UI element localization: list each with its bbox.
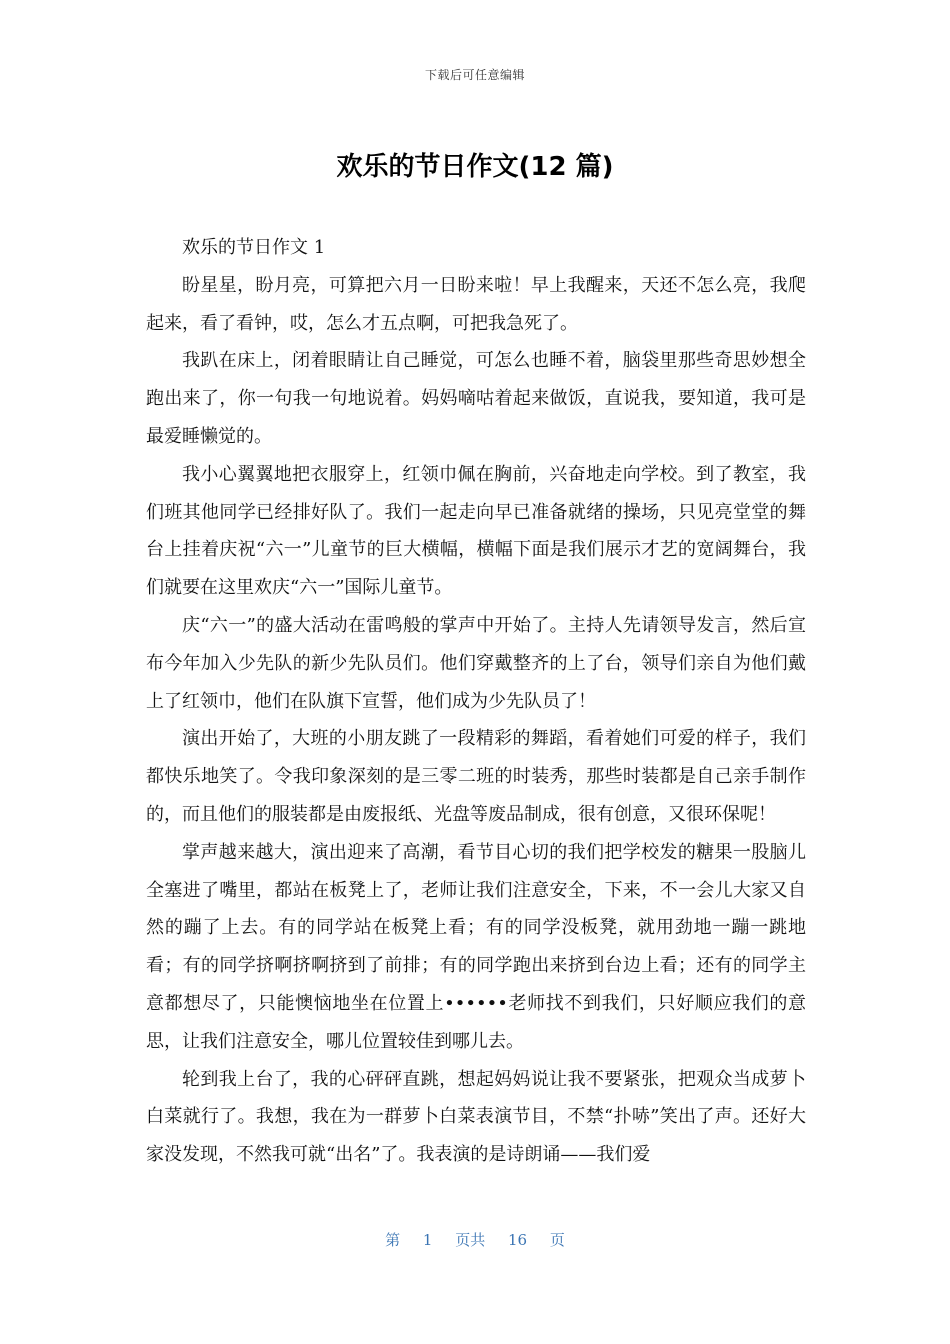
paragraph: 我小心翼翼地把衣服穿上，红领巾佩在胸前，兴奋地走向学校。到了教室，我们班其他同学已经排好队了。我们一起走向早已准备就绪的操场，只见亮堂堂的舞台上挂着庆祝“六一”儿童节的巨大横幅，横幅下面是我们展示才艺的宽阔舞台，我们就要在这里欢庆“六一”国际儿童节。 <box>146 463 806 599</box>
document-body <box>146 229 806 1174</box>
section-heading: 欢乐的节日作文 1 <box>182 237 326 258</box>
total-page-count: 16 <box>508 1231 528 1249</box>
footer-middle: 页共 <box>455 1231 486 1249</box>
current-page-number: 1 <box>422 1231 433 1249</box>
footer-suffix: 页 <box>549 1231 565 1249</box>
paragraph: 盼星星，盼月亮，可算把六月一日盼来啦！早上我醒来，天还不怎么亮，我爬起来，看了看钟，哎，怎么才五点啊，可把我急死了。 <box>146 274 806 334</box>
paragraph: 轮到我上台了，我的心砰砰直跳，想起妈妈说让我不要紧张，把观众当成萝卜白菜就行了。我想，我在为一群萝卜白菜表演节目，不禁“扑哧”笑出了声。还好大家没发现，不然我可就“出名”了。我表演的是诗朗诵——我们爱 <box>146 1068 806 1166</box>
footer-prefix: 第 <box>385 1231 401 1249</box>
document-title: 欢乐的节日作文(12 篇) <box>336 152 614 182</box>
page-footer <box>0 1229 950 1250</box>
paragraph: 庆“六一”的盛大活动在雷鸣般的掌声中开始了。主持人先请领导发言，然后宣布今年加入少先队的新少先队员们。他们穿戴整齐的上了台，领导们亲自为他们戴上了红领巾，他们在队旗下宣誓，他们成为少先队员了！ <box>146 614 806 712</box>
paragraph: 掌声越来越大，演出迎来了高潮，看节目心切的我们把学校发的糖果一股脑儿全塞进了嘴里，都站在板凳上了，老师让我们注意安全，下来，不一会儿大家又自然的蹦了上去。有的同学站在板凳上看；有的同学没板凳，就用劲地一蹦一跳地看；有的同学挤啊挤啊挤到了前排；有的同学跑出来挤到台边上看；还有的同学主意都想尽了，只能懊恼地坐在位置上••••••老师找不到我们，只好顺应我们的意思，让我们注意安全，哪儿位置较佳到哪儿去。 <box>146 841 806 1052</box>
paragraph: 我趴在床上，闭着眼睛让自己睡觉，可怎么也睡不着，脑袋里那些奇思妙想全跑出来了，你一句我一句地说着。妈妈嘀咕着起来做饭，直说我，要知道，我可是最爱睡懒觉的。 <box>146 350 806 447</box>
header-note: 下载后可任意编辑 <box>424 68 525 82</box>
paragraph: 演出开始了，大班的小朋友跳了一段精彩的舞蹈，看着她们可爱的样子，我们都快乐地笑了。令我印象深刻的是三零二班的时装秀，那些时装都是自己亲手制作的，而且他们的服装都是由废报纸、光盘等废品制成，很有创意，又很环保呢！ <box>146 728 806 825</box>
